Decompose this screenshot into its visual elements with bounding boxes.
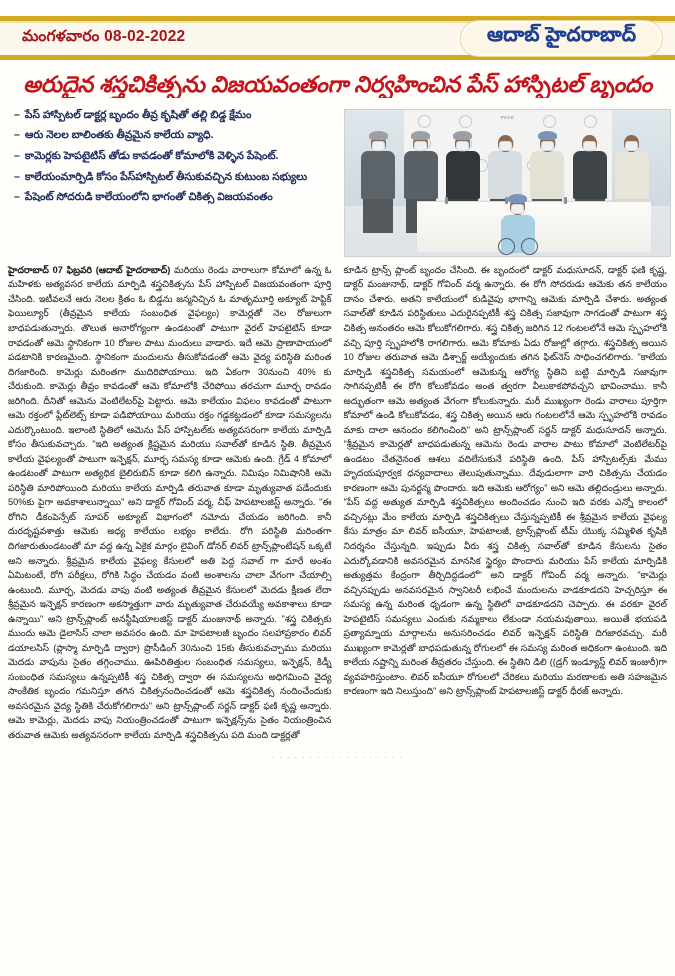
brand-badge bbox=[460, 20, 663, 57]
bullet-list bbox=[6, 107, 340, 213]
face-mask-icon bbox=[456, 141, 469, 151]
face-mask-icon bbox=[541, 141, 554, 151]
face-mask-icon bbox=[511, 204, 524, 214]
list-item bbox=[6, 172, 340, 183]
article-left-text bbox=[8, 263, 332, 743]
list-item bbox=[6, 151, 340, 162]
bullet-dash-icon: – bbox=[14, 129, 20, 142]
surgical-cap-icon bbox=[538, 131, 557, 140]
photo-container bbox=[340, 107, 671, 257]
article-body bbox=[0, 259, 675, 743]
person-head bbox=[371, 135, 386, 152]
person-head bbox=[413, 135, 428, 152]
bullet-text: కాలేయంమార్పిడి కోసం పేస్‌హాస్పిటల్ తీసుకువచ్చిన కుటుంబ సభ్యులు bbox=[24, 170, 308, 183]
article-headline: అరుదైన శస్త్రచికిత్సను విజయవంతంగా నిర్వహించిన పేస్ హాస్పిటల్ బృందం bbox=[22, 72, 652, 97]
page-bottom-cutoff: · · · · · · · · · · · · · · · · · · bbox=[271, 752, 404, 763]
list-item bbox=[6, 110, 340, 121]
surgical-cap-icon bbox=[508, 194, 527, 203]
microphone-icon bbox=[445, 197, 448, 204]
bullet-text: కామెర్లకు హెపటైటిస్ తోడు కావడంతో కోమాలోకి వెళ్ళిన పేషెంట్. bbox=[24, 150, 279, 163]
dateline-date: మంగళవారం 08-02-2022 bbox=[22, 27, 186, 45]
intro-section bbox=[0, 107, 675, 259]
face-mask-icon bbox=[625, 141, 638, 151]
backdrop-logo-row bbox=[404, 115, 612, 128]
backdrop-logo-icon bbox=[418, 115, 431, 128]
surgical-cap-icon bbox=[411, 131, 430, 140]
newspaper-page bbox=[0, 16, 675, 976]
bullet-text: ఆరు నెలల బాలింతకు తీవ్రమైన కాలేయ వ్యాధి. bbox=[24, 129, 214, 142]
backdrop-brand-text: PACE bbox=[500, 115, 515, 121]
surgical-cap-icon bbox=[369, 131, 388, 140]
face-mask-icon bbox=[583, 141, 596, 151]
masthead bbox=[0, 16, 675, 60]
bullet-dash-icon: – bbox=[14, 108, 20, 121]
article-right-text: కూడిన ట్రాన్స్ ప్లాంట్ బృందం చేసింది. ఈ బృందంలో డాక్టర్ మధుసూదన్, డాక్టర్ ఫణి కృష్ణ, డాక్టర్ మంజునాథ్, డాక్టర్ గోవింద్ వర్మ ఉన్నారు. ఈ రోగి సోదరుడు ఆమెకు తన కాలేయం దానం చేశారు. అతని కాలేయంలో కుడివైపు భాగాన్ని ఆమెకు మార్పిడి చేశారు. అత్యంత సవాల్‌తో కూడిన పరిస్థితులు ఎదురైనప్పటికీ శస్త్ర చికిత్స సజావుగా సాగడంతో పాటుగా శస్త్ర చికిత్స అనంతరం ఆమె కోలుకోగలిగారు. శస్త్ర చికిత్స జరిగిన 12 గంటలలోనే ఆమె స్పృహలోకి వచ్చి పూర్తి స్పృహలోకి రాగలిగారు. ఆమె కోమాకు ఏడు రోజుల్లో తగ్గారు. శస్త్రచికిత్స అయిన 10 రోజుల తరువాత ఆమె డిశ్చార్జ్ అయ్యేందుకు తగిన ఫిట్‌నెస్ సాధించగలిగారు. "కాలేయ మార్పిడి శస్త్రచికిత్స సమయంలో ఆమెకున్న ఆరోగ్య స్థితిని బట్టి మార్పిడి సజావుగా సాగినప్పటికీ ఈ రోగి కోలుకోవడం అంత త్వరగా వీలుకాకపోవచ్చని భావించాము. కానీ అద్భుతంగా ఆమె అత్యంత వేగంగా కోలుకున్నారు. మరీ ముఖ్యంగా రెండు వారాలు పూర్తిగా కోమాలో ఉండి కోలుకోవడం, శస్త్ర చికిత్స అయిన ఆరు గంటలలోనే ఆమె స్పృహలోకి రావడం మాకు దాలా ఆనందం కలిగించింది" అని ట్రాన్స్‌ప్లాంట్ సర్జన్ డాక్టర్ మధుసూదన్ అన్నారు. "శ్రీవ్రమైన కామెర్లతో బాధపడుతున్న ఆమెను రెండు వారాల పాటు కోమాలో వెంటిలేటర్‌పై ఉండటం చేతనైనంత ఆశలు వదిలేసుకునే పరిస్థితి ఉంది. పేస్ హాస్పిటల్స్‌కు మేము హృదయపూర్వక ధన్యవాదాలు తెలుపుతున్నాము. దేవుడులాగా వారి చికిత్సను చేయడం కారణంగా ఆమె పునర్జన్మ పొందారు. ఇది ఆమెకు ఆరోగ్యం" అని ఆమె తల్లిదండ్రులు అన్నారు. "పేస్ వద్ద అత్యుత మార్పిడి శస్త్రచికిత్సలు అందించడం నుంచి ఇది వరకు ఎన్నో కాలంలో వచ్చినట్లు మేం కాలేయ మార్పిడి శస్త్రచికిత్సలు చేస్తున్నప్పటికీ ఈ శ్రీవ్రమైన కాలేయ వైఫల్య కేసు మాత్రం మా లివర్ ఐసీయూ, హెపటాలజీ, ట్రాన్స్‌ప్లాంట్ టీమ్ యొక్క సమ్మిళిత కృషికి నిదర్శనం చేస్తున్నది. ఇప్పుడు వీరు శస్త్ర చికిత్స సవాల్‌తో కూడిన కేసులను సైతం ఎదుర్కోవడానికి అవసరమైన మానసిక స్థైర్యం పొందారు మరియు పేస్ కాలేయ మార్పిడికి అత్యుత్తమ కేంద్రంగా తీర్చిదిద్దడంలో" అని డాక్టర్ గోవింద్ వర్మ అన్నారు. "కామెర్లు వచ్చినప్పుడు అనవసరమైన స్వానిటరీ లభించే మందులను వాడకూడదని హెచ్చరిస్తూ ఈ సమస్య ఉన్న మరింత ధృడంగా ఉన్న స్థితిలో వాడకూడదని చెప్పారు. ఈ వరకూ వైరల్ హెపటైటిస్ సమస్యలు ఎందుకు నమ్మకాలు లేకుండా నయమవుతాయి. అయితే భయపడి ప్రత్యామ్నాయ మార్గాలను అనుసరించడం లివర్ ఇన్ఫెక్షన్ పరిస్థితి దిగజారవచ్చు. మరీ ముఖ్యంగా కామెర్లతో బాధపడుతున్న రోగులలో ఈ సమస్య మరింత అధికంగా ఉంటుంది. ఇది కాలేయ నష్టాన్ని మరింత తీవ్రతరం చేస్తుంది. ఈ స్థితిని డిలి ((డ్రగ్ ఇండ్యూస్డ్ లివర్ ఇంజురీ)గా వ్యవహరిస్తుంటాం. లివర్ ఐసీయూ రోగులలో చేరికలు మరియు మరణాలకు అతి సహజమైన కారణంగా ఇది నిలుస్తుంది" అని ట్రాన్స్‌ప్లాంట్ హెపటాలజిస్ట్ డాక్టర్ ధీరజ్ అన్నారు. bbox=[343, 264, 667, 697]
person-torso bbox=[361, 151, 395, 199]
bullet-text: పేస్ హాస్పిటల్ డాక్టర్ల బృందం తీవ్ర కృషితో తల్లి బిడ్డ క్షేమం bbox=[24, 108, 252, 121]
photo-patient-wheelchair bbox=[498, 198, 538, 253]
brand-name: ఆదాబ్ హైదరాబాద్ bbox=[486, 23, 636, 46]
patient-head bbox=[510, 198, 525, 215]
article-column-right bbox=[344, 263, 668, 743]
microphone-icon bbox=[564, 197, 567, 204]
surgical-cap-icon bbox=[453, 131, 472, 140]
article-dateline: హైదరాబాద్ 07 ఫిబ్రవరి (ఆదాబ్ హైదరాబాద్) bbox=[8, 264, 171, 275]
person-head bbox=[498, 135, 513, 152]
article-column-left bbox=[8, 263, 332, 743]
person-torso bbox=[488, 151, 522, 199]
face-mask-icon bbox=[414, 141, 427, 151]
person-torso bbox=[404, 151, 438, 199]
article-photo bbox=[344, 109, 671, 257]
bullet-dash-icon: – bbox=[14, 191, 20, 204]
person-head bbox=[540, 135, 555, 152]
person-head bbox=[582, 135, 597, 152]
backdrop-logo-icon bbox=[459, 115, 472, 128]
person-torso bbox=[530, 151, 564, 199]
article-left-body: మరియు రెండు వారాలుగా కోమాలో ఉన్న ఓ మహిళకు అత్యవసర కాలేయ మార్పిడి శస్త్రచికిత్సను పేస్ హాస్పిటల్ విజయవంతంగా పూర్తి చేసింది. ఇటీవలనే ఆరు నెలల క్రితం ఓ బిడ్డను జన్మనిచ్చిన ఓ మాతృమూర్తి అక్యూట్ హెప్టిక్ ఫెయిల్యూర్ (తీవ్రమైన కాలేయ సంబంధిత వైఫల్యం) కామెర్లతో నెల రోజులుగా బాధపడుతున్నారు. తొలుత అనారోగ్యంగా ఉండటంతో పాటుగా వైరల్ హెపటైటిస్ కూడా రావడంతో ఆమె స్థానికంగా 10 రోజుల పాటు మందులు వాడారు. ఇదే ఆమె ప్రాణాపాయంలో పడటానికి కారణమైంది. స్థానికంగా మందులను తీసుకోవడంతో ఆమె వైద్య పరిస్థితి మరింత దిగజారింది. కామెర్లు మరింతగా ముదిరిపోయాయి. ఇది ఏకంగా 30నుంచి 40% కు చేరుకుంది. కామెర్లు తీవ్రం కావడంతో ఆమె కోమాలోకి చేరిపోయి తరచుగా మూర్ఛ రావడం జరిగింది. దీనితో ఆమెను వెంటిలేటర్‌పై పెట్టారు. ఆమె కాలేయం విఫలం కావడంతో పాటుగా ఆమె రక్తంలో ప్లేట్‌లెట్స్ కూడా పడిపోయాయి మరియు రక్తం గడ్డకట్టడంలో కూడా సమస్యలను ఎదుర్కొంటుంది. ఇలాంటి స్థితిలో ఆమెను పేస్ హాస్పిటల్‌కు అత్యవసరంగా కాలేయ మార్పిడి కోసం తీసుకువచ్చారు. "ఇది అత్యంత క్లిష్టమైన మరియు సవాల్‌తో కూడిన స్థితి. తీవ్రమైన కాలేయ వైఫల్యంతో పాటుగా ఇన్ఫెక్షన్, మూర్ఛ సమస్య కూడా ఆమెకు ఉంది. గ్రేడ్ 4 కోమాలో ఉండటంతో పాటుగా అత్యధిక బైలిరుబిన్ కూడా కలిగి ఉన్నారు. నిమిషం నిమిషానికి ఆమె పరిస్థితి మారిపోయింది మరియు కాలేయ మార్పిడి తరువాత కూడా మృత్యువాత పడేందుకు 50%కు పైగా అవకాశాలున్నాయి" అని డాక్టర్ గోవింద్ వర్మ, చీఫ్ హెపటాలజిస్ట్ అన్నారు. "ఈ రోగిని డీకంపెన్సేట్ సూపర్ అక్యూట్ విభాగంలో నమోదు చేయడం జరిగింది. కానీ దురదృష్టవశాత్తు ఆమెకు అధ్య కాలేయం లభ్యం కాలేదు. రోగి పరిస్థితి మరింతగా దిగజారుతుండటంతో మా వద్ద ఉన్న ఏకైక మార్గం లైవింగ్ డోనర్ లివర్ ట్రాన్స్‌ప్లాంటేషన్ ఒక్కటే అని అన్నారు. శ్రీవ్రమైన కాలేయ వైఫల్య కేసులలో అతి పెద్ద సవాల్ గా మారే అంశం ఏమిటంటే, రోగి పరీక్షలు, రోగికి సిద్ధం చేయడం వంటి అంశాలను చాలా వేగంగా చేయాల్సి ఉంటుంది. మూర్ఛ, మెదడు వాపు వంటి అత్యంత తీవ్రమైన కేసులలో మెదడు క్షీణత లేదా శ్రీవ్రమైన ఇన్ఫెక్షన్ కారణంగా అకస్మాత్తుగా వారు మృత్యువాత చేరువయ్యే అవకాశాలు కూడా ఉన్నాయి" అని ట్రాన్స్‌ప్లాంట్ అనస్థీషియాలజిస్ట్ డాక్టర్ మంజునాథ్ అన్నారు. "శస్త్ర చికిత్సకు ముందు ఆమె డైలాసిస్ చాలా అవసరం ఉంది. మా హెపటాలజీ బృందం సలహాప్రకారం లివర్ డయాలసిస్ (ప్లాస్మా మార్పిడి ద్వారా) ప్రొసీడింగ్ 30నుంచి 15కు తీసుకువచ్చాము మరియు మెదడు వాపును సైతం తగ్గించాము. ఊపిరితిత్తుల సంబంధిత సమస్యలు, ఇన్ఫెక్షన్, కిడ్నీ సంబంధిత సమస్యలు ఉన్నప్పటికీ శస్త్ర చికిత్స ద్వారా ఈ సమస్యలను అధిగమించి వైద్య సాంకేతిక బృందం గమనిస్తూ తగిన చికిత్సనందించడంతో ఆమె శస్త్రచికిత్స నందించేందుకు అవసరమైన వైద్య స్థితికి చేరుకోగలిగారు" అని ట్రాన్స్‌ప్లాంట్ సర్జన్ డాక్టర్ ఫణి కృష్ణ అన్నారు. ఆమె కామెర్లు, మెదడు వాపు నియంత్రించడంతో పాటుగా ఇన్ఫెక్షన్స్‌ను సైతం నియంత్రించిన తరువాత ఆమెకు అత్యవసరంగా కాలేయ మార్పిడి శస్త్రచికిత్సను పది మంది డాక్టర్లతో bbox=[8, 264, 332, 740]
bullet-text: పేషెంట్ సోదరుడి కాలేయంలోని భాగంతో చికిత్స విజయవంతం bbox=[24, 191, 273, 204]
person-torso bbox=[446, 151, 480, 199]
person-torso bbox=[573, 151, 607, 199]
person-torso bbox=[615, 151, 649, 199]
photo-person bbox=[361, 135, 395, 233]
bullet-dash-icon: – bbox=[14, 150, 20, 163]
backdrop-logo-icon bbox=[584, 115, 597, 128]
person-head bbox=[455, 135, 470, 152]
backdrop-logo-icon bbox=[543, 115, 556, 128]
person-head bbox=[624, 135, 639, 152]
list-item bbox=[6, 130, 340, 141]
face-mask-icon bbox=[499, 141, 512, 151]
bullet-dash-icon: – bbox=[14, 170, 20, 183]
wheelchair-wheel-icon bbox=[521, 238, 538, 255]
wheelchair-wheel-icon bbox=[498, 238, 515, 255]
person-legs bbox=[363, 199, 393, 233]
face-mask-icon bbox=[372, 141, 385, 151]
list-item bbox=[6, 192, 340, 203]
